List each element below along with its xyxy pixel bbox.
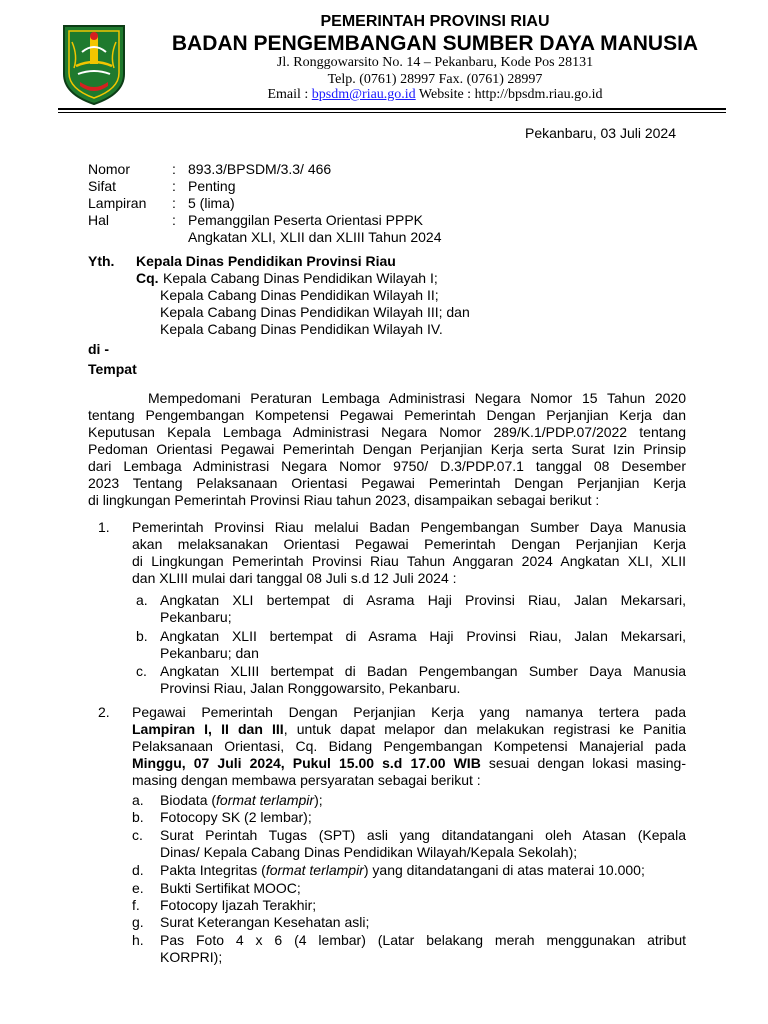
- requirement-item: Surat Perintah Tugas (SPT) asli yang ditandatangani oleh Atasan (Kepala: [160, 827, 686, 843]
- sub-letter: c.: [136, 663, 147, 679]
- hal-label: Hal: [88, 212, 110, 228]
- intro-line: di lingkungan Pemerintah Provinsi Riau tahun 2023, disampaikan sebagai berikut :: [88, 492, 600, 508]
- point2-line-rest: , untuk dapat melapor dan melakukan registrasi ke Panitia: [283, 721, 686, 737]
- email-link[interactable]: bpsdm@riau.go.id: [311, 87, 416, 102]
- point1-line: Pemerintah Provinsi Riau melalui Badan Pengembangan Sumber Daya Manusia: [132, 519, 686, 535]
- sifat-label: Sifat: [88, 178, 117, 194]
- requirement-text-end: );: [314, 792, 323, 808]
- sub-letter: c.: [132, 827, 143, 843]
- point2-line-rest: sesuai dengan lokasi masing-: [480, 755, 686, 771]
- intro-line: Keputusan Kepala Lembaga Administrasi Negara Nomor 289/K.1/PDP.07/2022 tentang: [88, 424, 686, 440]
- nomor-value: 893.3/BPSDM/3.3/ 466: [188, 161, 332, 177]
- website-text: Website : http://bpsdm.riau.go.id: [415, 87, 603, 102]
- hal-value-line2: Angkatan XLI, XLII dan XLIII Tahun 2024: [188, 229, 442, 245]
- colon: :: [172, 195, 176, 211]
- sifat-value: Penting: [188, 178, 236, 194]
- point-number: 1.: [98, 519, 110, 535]
- requirement-item: KORPRI);: [160, 949, 223, 965]
- requirement-item: Fotocopy Ijazah Terakhir;: [160, 897, 317, 913]
- yth-label: Yth.: [88, 253, 115, 269]
- point1-line: akan melaksanakan Orientasi Pegawai Pemerintah Dengan Perjanjian Kerja: [132, 536, 686, 552]
- sub-letter: f.: [132, 897, 140, 913]
- header-phone: Telp. (0761) 28997 Fax. (0761) 28997: [327, 72, 543, 87]
- header-divider-thick: [58, 108, 726, 110]
- point1-line: di Lingkungan Pemerintah Provinsi Riau Tahun Anggaran 2024 Angkatan XLI, XLII: [132, 553, 686, 569]
- sub-letter: a.: [132, 792, 144, 808]
- point1-line: dan XLIII mulai dari tanggal 08 Juli s.d 12 Juli 2024 :: [132, 570, 457, 586]
- requirement-note: format terlampir: [216, 792, 315, 808]
- point2-line: Pelaksanaan Orientasi, Cq. Bidang Pengembangan Kompetensi Manajerial pada: [132, 738, 686, 754]
- sub-letter: g.: [132, 914, 144, 930]
- di-label: di -: [88, 341, 109, 357]
- point2-line: Pegawai Pemerintah Dengan Perjanjian Kerja yang namanya tertera pada: [132, 704, 686, 720]
- point1-item-line: Angkatan XLIII bertempat di Badan Pengembangan Sumber Daya Manusia: [160, 663, 686, 679]
- intro-line: dari Lembaga Administrasi Negara Nomor 9750/ D.3/PDP.07.1 tanggal 08 Desember: [88, 458, 686, 474]
- addressee-line: Kepala Cabang Dinas Pendidikan Wilayah I;: [163, 270, 438, 286]
- sub-letter: b.: [136, 628, 148, 644]
- nomor-label: Nomor: [88, 161, 131, 177]
- header-agency-name: BADAN PENGEMBANGAN SUMBER DAYA MANUSIA: [171, 32, 699, 55]
- cq-label: Cq.: [136, 270, 159, 286]
- header-address: Jl. Ronggowarsito No. 14 – Pekanbaru, Kode Pos 28131: [276, 55, 594, 70]
- requirement-note: format terlampir: [265, 862, 364, 878]
- header-contact: [140, 86, 730, 103]
- addressee-name: Kepala Dinas Pendidikan Provinsi Riau: [136, 253, 396, 269]
- addressee-line: Kepala Cabang Dinas Pendidikan Wilayah IV.: [160, 321, 443, 337]
- point1-item-line: Provinsi Riau, Jalan Ronggowarsito, Pekanbaru.: [160, 680, 461, 696]
- colon: :: [172, 212, 176, 228]
- point1-item-line: Angkatan XLI bertempat di Asrama Haji Provinsi Riau, Jalan Mekarsari,: [160, 592, 686, 608]
- intro-line: Mempedomani Peraturan Lembaga Administrasi Negara Nomor 15 Tahun 2020: [148, 390, 686, 406]
- sub-letter: e.: [132, 880, 144, 896]
- intro-line: 2023 Tentang Pelaksanaan Orientasi Pegawai Pemerintah Dengan Perjanjian Kerja: [88, 475, 686, 491]
- header-government-name: PEMERINTAH PROVINSI RIAU: [320, 13, 550, 30]
- sub-letter: b.: [132, 809, 144, 825]
- header-divider-thin: [58, 112, 726, 113]
- letter-date: Pekanbaru, 03 Juli 2024: [525, 125, 676, 141]
- addressee-line: Kepala Cabang Dinas Pendidikan Wilayah II;: [160, 287, 439, 303]
- point1-item-line: Angkatan XLII bertempat di Asrama Haji Provinsi Riau, Jalan Mekarsari,: [160, 628, 686, 644]
- point2-line: [132, 755, 686, 772]
- requirement-item: [160, 862, 645, 879]
- point2-line: masing dengan membawa persyaratan sebagai berikut :: [132, 772, 481, 788]
- colon: :: [172, 161, 176, 177]
- requirement-item: Bukti Sertifikat MOOC;: [160, 880, 301, 896]
- lampiran-reference: Lampiran I, II dan III: [132, 721, 284, 737]
- intro-line: Pedoman Orientasi Pegawai Pemerintah Dengan Perjanjian Kerja serta Surat Izin Prinsip: [88, 441, 686, 457]
- lampiran-value: 5 (lima): [188, 195, 235, 211]
- lampiran-label: Lampiran: [88, 195, 147, 211]
- colon: :: [172, 178, 176, 194]
- hal-value-line1: Pemanggilan Peserta Orientasi PPPK: [188, 212, 424, 228]
- sub-letter: h.: [132, 932, 144, 948]
- requirement-item: [160, 792, 323, 809]
- email-label: Email :: [267, 87, 312, 102]
- point1-item-line: Pekanbaru;: [160, 609, 232, 625]
- point1-item-line: Pekanbaru; dan: [160, 645, 259, 661]
- sub-letter: d.: [132, 862, 144, 878]
- requirement-item: Dinas/ Kepala Cabang Dinas Pendidikan Wilayah/Kepala Sekolah);: [160, 844, 578, 860]
- intro-line: tentang Pengembangan Kompetensi Pegawai Pemerintah Dengan Perjanjian Kerja dan: [88, 407, 686, 423]
- registration-schedule: Minggu, 07 Juli 2024, Pukul 15.00 s.d 17.00 WIB: [132, 755, 481, 771]
- addressee-line: Kepala Cabang Dinas Pendidikan Wilayah III; dan: [160, 304, 470, 320]
- requirement-item: Surat Keterangan Kesehatan asli;: [160, 914, 370, 930]
- requirement-text-end: ) yang ditandatangani di atas materai 10.000;: [363, 862, 645, 878]
- requirement-item: Pas Foto 4 x 6 (4 lembar) (Latar belakang merah menggunakan atribut: [160, 932, 686, 948]
- riau-province-emblem: [60, 22, 128, 106]
- requirement-item: Fotocopy SK (2 lembar);: [160, 809, 312, 825]
- requirement-text: Pakta Integritas (: [160, 862, 266, 878]
- tempat-label: Tempat: [88, 361, 137, 377]
- point-number: 2.: [98, 704, 110, 720]
- sub-letter: a.: [136, 592, 148, 608]
- point2-line: [132, 721, 686, 738]
- requirement-text: Biodata (: [160, 792, 217, 808]
